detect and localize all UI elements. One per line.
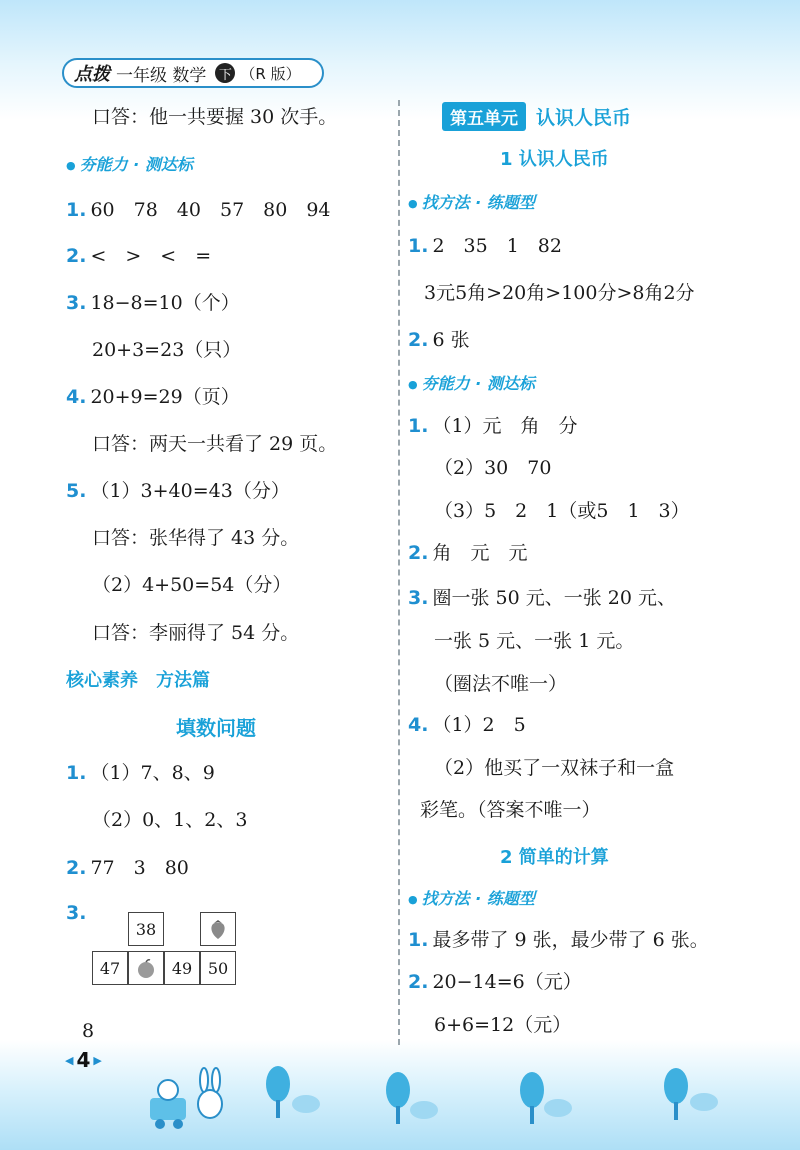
tree-icon xyxy=(266,1066,688,1124)
answer-line: （3）5 2 1（或5 1 3） xyxy=(434,500,690,522)
grid-cell: 49 xyxy=(164,951,200,985)
topic-title: 填数问题 xyxy=(176,716,256,740)
grade-subject: 一年级 数学 xyxy=(116,65,207,86)
core-heading: 核心素养 方法篇 xyxy=(66,670,210,691)
bullet-icon: ● xyxy=(408,893,418,906)
answer-line: 2. 角 元 元 xyxy=(408,542,528,564)
answer-line: （圈法不唯一） xyxy=(434,673,568,695)
answer-line: 5. （1）3+40=43（分） xyxy=(66,480,290,502)
bullet-icon: ● xyxy=(408,378,418,391)
lesson-title: 2 简单的计算 xyxy=(500,847,609,868)
answer-line: 彩笔。（答案不唯一） xyxy=(420,799,601,821)
answer-line: 6+6=12（元） xyxy=(434,1014,572,1036)
section-heading: ● 夯能力 · 测达标 xyxy=(408,374,535,393)
answer-line: 2. 20−14=6（元） xyxy=(408,971,582,993)
grid-cell: 50 xyxy=(200,951,236,985)
book-header xyxy=(62,58,324,88)
grid-cell: 47 xyxy=(92,951,128,985)
section-heading: ● 找方法 · 练题型 xyxy=(408,193,535,212)
answer-line: 2. 77 3 80 xyxy=(66,857,189,879)
answer-line: 3. 圈一张 50 元、一张 20 元、 xyxy=(408,587,676,609)
triangle-left-icon: ◀ xyxy=(65,1053,74,1067)
answer-line: 口答：两天一共看了 29 页。 xyxy=(92,433,338,455)
answer-line: 8 xyxy=(82,1020,95,1042)
apple-icon xyxy=(135,957,157,979)
answer-line: 3元5角>20角>100分>8角2分 xyxy=(424,282,695,304)
unit-label: 第五单元 xyxy=(442,102,526,131)
answer-line: 口答：张华得了 43 分。 xyxy=(92,527,300,549)
answer-line: （2）30 70 xyxy=(434,457,552,479)
lesson-title: 1 认识人民币 xyxy=(500,149,609,170)
footer-illustration xyxy=(0,1060,800,1140)
answer-line: 1. 60 78 40 57 80 94 xyxy=(66,199,331,221)
unit-name: 认识人民币 xyxy=(536,107,632,129)
answer-line: 4. （1）2 5 xyxy=(408,714,526,736)
answer-line: 20+3=23（只） xyxy=(92,339,242,361)
rabbit-icon xyxy=(198,1068,222,1118)
edition-label: （R 版） xyxy=(240,64,301,83)
answer-line: 1. （1）7、8、9 xyxy=(66,762,215,784)
volume-badge: 下 xyxy=(215,63,235,83)
answer-line: 3. 18−8=10（个） xyxy=(66,292,240,314)
section-heading: ● 找方法 · 练题型 xyxy=(408,889,535,908)
section-heading: ● 夯能力 · 测达标 xyxy=(66,155,193,174)
answer-line: （2）他买了一双袜子和一盒 xyxy=(434,757,675,779)
answer-line: 2. 6 张 xyxy=(408,329,470,351)
grid-cell xyxy=(200,912,236,946)
bullet-icon: ● xyxy=(66,159,76,172)
answer-line: 1. （1）元 角 分 xyxy=(408,415,578,437)
bush-icon xyxy=(292,1093,718,1119)
answer-line: 口答：他一共要握 30 次手。 xyxy=(92,106,338,128)
page-number: ◀ 4 ▶ xyxy=(65,1048,102,1072)
bear-cart-icon xyxy=(150,1080,186,1129)
unit-title xyxy=(442,102,631,131)
bullet-icon: ● xyxy=(408,197,418,210)
strawberry-icon xyxy=(206,917,230,941)
answer-line: 3. xyxy=(66,902,87,924)
grid-cell: 38 xyxy=(128,912,164,946)
answer-line: 1. 2 35 1 82 xyxy=(408,235,562,257)
answer-line: 口答：李丽得了 54 分。 xyxy=(92,622,300,644)
answer-line: 一张 5 元、一张 1 元。 xyxy=(434,630,635,652)
column-divider xyxy=(398,100,400,1045)
brand-logo: 点拨 xyxy=(74,64,110,85)
answer-line: 1. 最多带了 9 张，最少带了 6 张。 xyxy=(408,929,709,951)
grid-cell xyxy=(128,951,164,985)
triangle-right-icon: ▶ xyxy=(93,1053,102,1067)
answer-line: （2）0、1、2、3 xyxy=(92,809,248,831)
answer-line: （2）4+50=54（分） xyxy=(92,574,292,596)
answer-line: 2. < > < = xyxy=(66,245,212,267)
answer-line: 4. 20+9=29（页） xyxy=(66,386,240,408)
